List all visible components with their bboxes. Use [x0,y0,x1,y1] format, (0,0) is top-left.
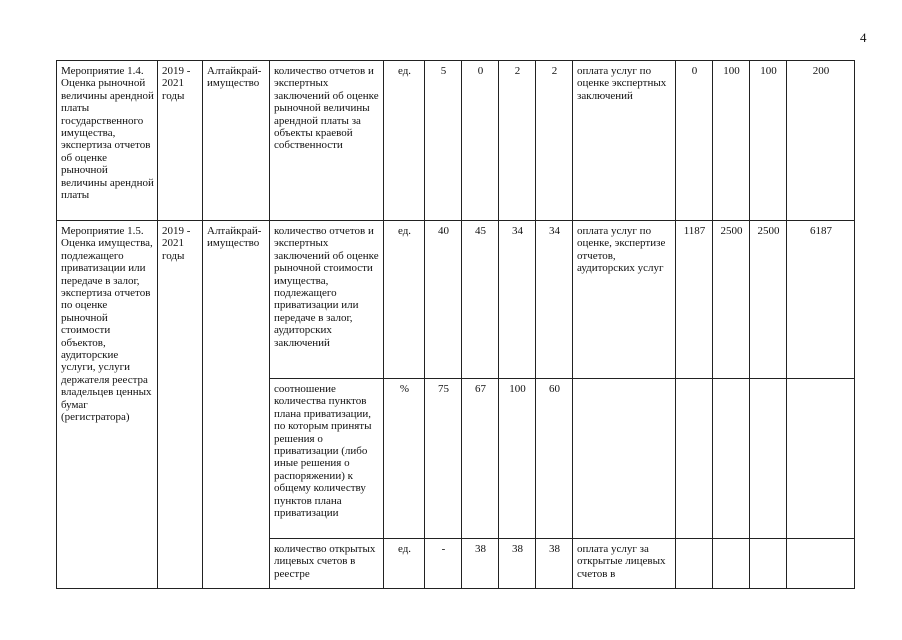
value-cell: 34 [499,221,536,379]
unit-cell: ед. [384,221,425,379]
value-cell: 2 [536,61,573,221]
funding-total-cell [787,379,855,539]
value-cell: 40 [425,221,462,379]
expense-cell: оплата услуг по оценке, экспертизе отчетов, аудиторских услуг [573,221,676,379]
unit-cell: ед. [384,61,425,221]
funding-total-cell: 200 [787,61,855,221]
value-cell: 38 [499,539,536,589]
funding-total-cell [787,539,855,589]
value-cell: 38 [536,539,573,589]
expense-cell [573,379,676,539]
funding-cell: 2500 [750,221,787,379]
unit-cell: ед. [384,539,425,589]
funding-cell [713,379,750,539]
value-cell: - [425,539,462,589]
executor-cell: Алтайкрай-имущество [203,221,270,589]
value-cell: 38 [462,539,499,589]
funding-cell [750,539,787,589]
expense-cell: оплата услуг за открытые лицевых счетов в [573,539,676,589]
table-row [57,221,855,379]
period-cell: 2019 - 2021 годы [158,221,203,589]
funding-cell [713,539,750,589]
funding-cell: 0 [676,61,713,221]
table-row [57,61,855,221]
event-cell: Мероприятие 1.4. Оценка рыночной величины арендной платы государственного имущества, экспертиза отчетов об оценке рыночной величины арендной платы [57,61,158,221]
funding-cell [676,379,713,539]
indicator-cell: количество отчетов и экспертных заключений об оценке рыночной стоимости имущества, подлежащего приватизации или передаче в залог, аудиторских заключений [270,221,384,379]
unit-cell: % [384,379,425,539]
value-cell: 100 [499,379,536,539]
value-cell: 2 [499,61,536,221]
indicator-cell: количество отчетов и экспертных заключений об оценке рыночной величины арендной платы за объекты краевой собственности [270,61,384,221]
value-cell: 60 [536,379,573,539]
indicator-cell: количество открытых лицевых счетов в реестре [270,539,384,589]
funding-cell [750,379,787,539]
value-cell: 67 [462,379,499,539]
expense-cell: оплата услуг по оценке экспертных заключений [573,61,676,221]
plan-table [56,60,855,589]
value-cell: 75 [425,379,462,539]
page-number: 4 [860,30,867,45]
funding-cell: 100 [713,61,750,221]
value-cell: 45 [462,221,499,379]
executor-cell: Алтайкрай-имущество [203,61,270,221]
funding-cell: 2500 [713,221,750,379]
event-cell: Мероприятие 1.5. Оценка имущества, подлежащего приватизации или передаче в залог, экспертиза отчетов по оценке рыночной стоимости объектов, аудиторские услуги, услуги держателя реестра владельцев ценных бумаг (регистратора) [57,221,158,589]
value-cell: 5 [425,61,462,221]
value-cell: 34 [536,221,573,379]
funding-cell: 100 [750,61,787,221]
indicator-cell: соотношение количества пунктов плана приватизации, по которым приняты решения о приватизации (либо иные решения о распоряжении) к общему количеству пунктов плана приватизации [270,379,384,539]
funding-cell: 1187 [676,221,713,379]
funding-cell [676,539,713,589]
funding-total-cell: 6187 [787,221,855,379]
period-cell: 2019 - 2021 годы [158,61,203,221]
value-cell: 0 [462,61,499,221]
